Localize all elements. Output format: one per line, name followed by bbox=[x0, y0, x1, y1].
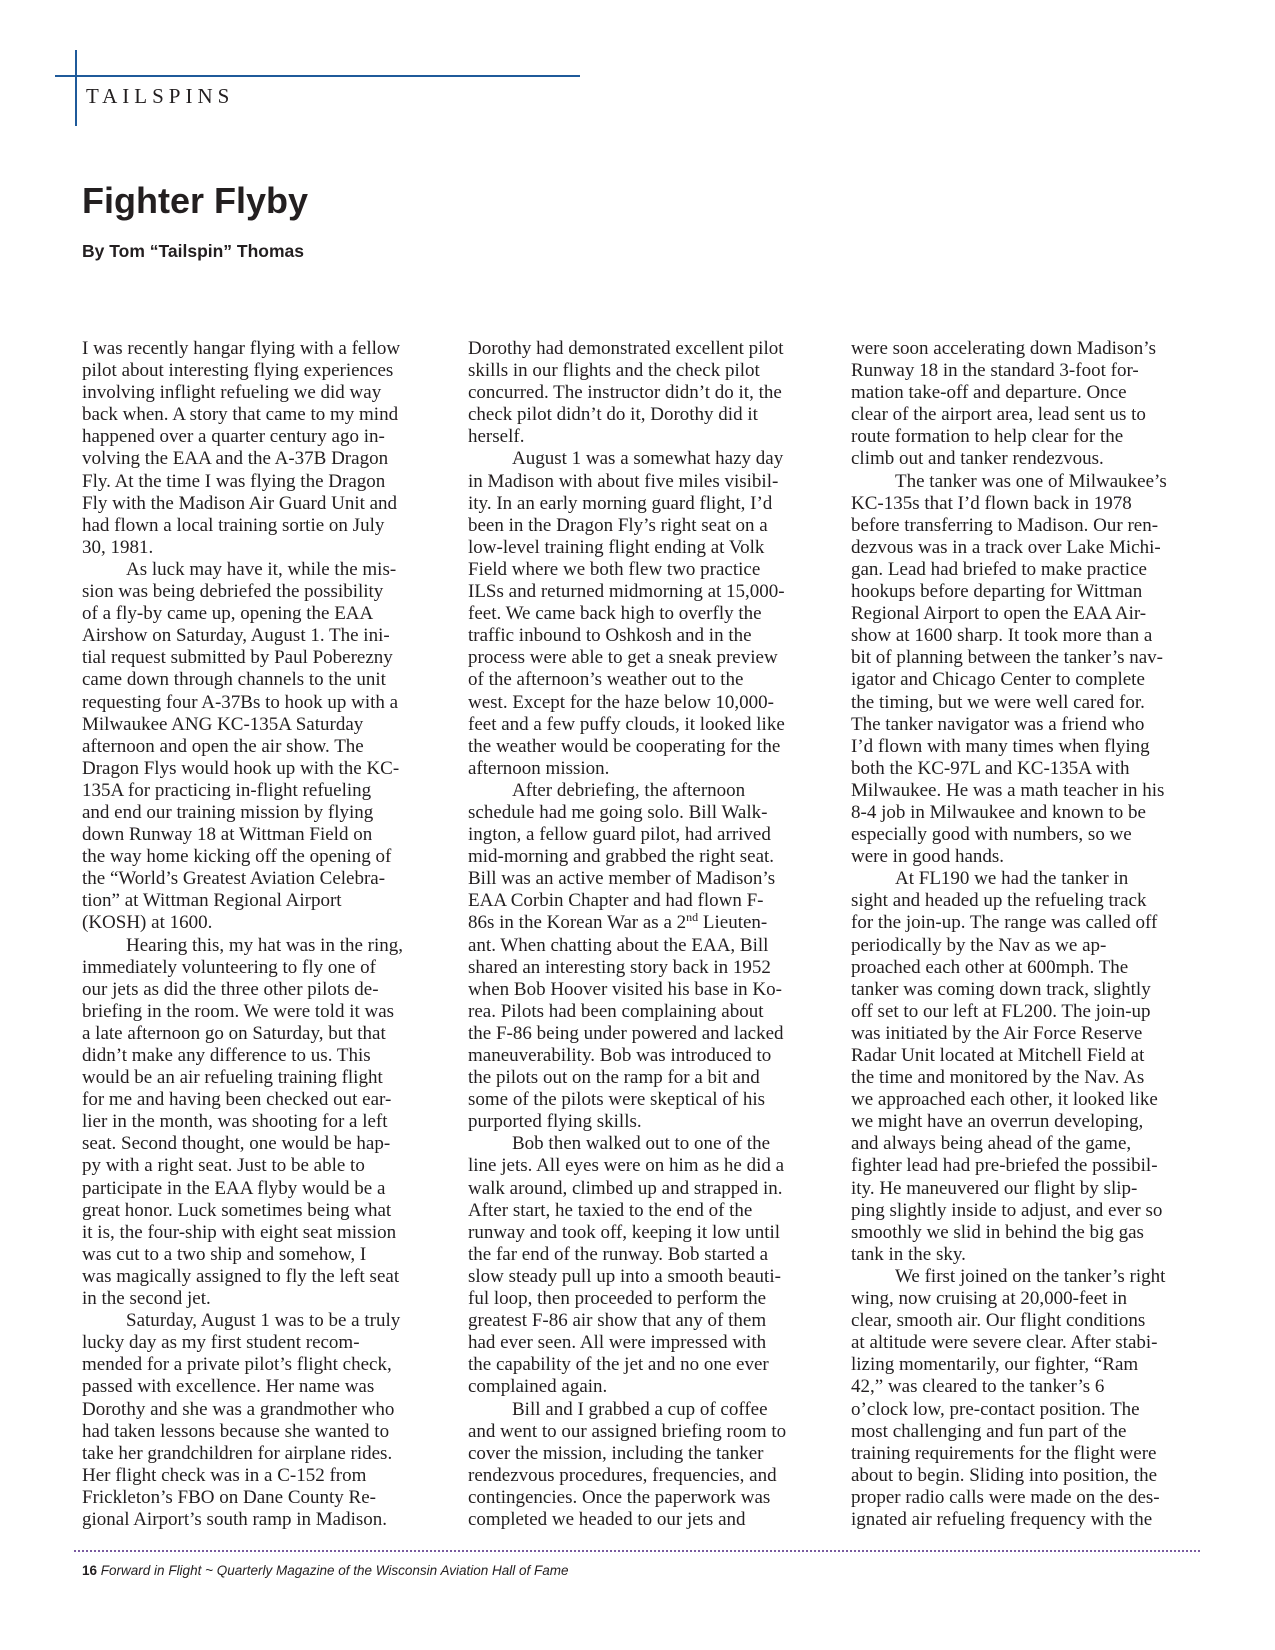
text-line: ignated air refueling frequency with the bbox=[851, 1508, 1153, 1530]
text-line: a late afternoon go on Saturday, but that bbox=[82, 1022, 386, 1044]
text-line: rendezvous procedures, frequencies, and bbox=[468, 1464, 777, 1486]
text-line: involving inflight refueling we did way bbox=[82, 382, 382, 404]
article-byline: By Tom “Tailspin” Thomas bbox=[82, 241, 305, 261]
text-line: climb out and tanker rendezvous. bbox=[851, 448, 1104, 470]
text-line: passed with excellence. Her name was bbox=[82, 1376, 375, 1398]
text-line: August 1 was a somewhat hazy day bbox=[512, 448, 784, 470]
text-line: about to begin. Sliding into position, the bbox=[851, 1464, 1158, 1486]
text-line: greatest F-86 air show that any of them bbox=[468, 1310, 767, 1332]
text-line: As luck may have it, while the mis- bbox=[126, 558, 397, 580]
text-line: shared an interesting story back in 1952 bbox=[468, 956, 771, 978]
publication-name: Forward in Flight ~ Quarterly Magazine of the Wisconsin Aviation Hall of Fame bbox=[100, 1563, 569, 1578]
text-line: smoothly we slid in behind the big gas bbox=[851, 1221, 1144, 1243]
text-line: complained again. bbox=[468, 1376, 608, 1398]
text-line: been in the Dragon Fly’s right seat on a bbox=[468, 514, 768, 536]
text-line: herself. bbox=[468, 426, 525, 448]
text-line: lizing momentarily, our fighter, “Ram bbox=[851, 1354, 1139, 1376]
article-column-3 bbox=[851, 338, 1221, 1531]
text-line: take her grandchildren for airplane rides. bbox=[82, 1442, 393, 1464]
text-line: KC-135s that I’d flown back in 1978 bbox=[851, 492, 1132, 514]
text-line: seat. Second thought, one would be hap- bbox=[82, 1133, 391, 1155]
text-line: skills in our flights and the check pilot bbox=[468, 360, 760, 382]
text-line: low-level training flight ending at Volk bbox=[468, 536, 765, 558]
text-line: proached each other at 600mph. The bbox=[851, 956, 1129, 978]
text-line: Her flight check was in a C-152 from bbox=[82, 1464, 367, 1486]
text-line: 30, 1981. bbox=[82, 536, 154, 558]
paragraph bbox=[82, 559, 452, 935]
text-line: participate in the EAA flyby would be a bbox=[82, 1177, 386, 1199]
text-line: the timing, but we were well cared for. bbox=[851, 691, 1145, 713]
text-line: down Runway 18 at Wittman Field on bbox=[82, 824, 373, 846]
text-line: briefing in the room. We were told it was bbox=[82, 1000, 395, 1022]
text-line: show at 1600 sharp. It took more than a bbox=[851, 625, 1153, 647]
text-line: we might have an overrun developing, bbox=[851, 1111, 1144, 1133]
text-line: py with a right seat. Just to be able to bbox=[82, 1155, 365, 1177]
text-line: clear, smooth air. Our flight conditions bbox=[851, 1310, 1146, 1332]
text-line: didn’t make any difference to us. This bbox=[82, 1045, 371, 1066]
text-line: and went to our assigned briefing room to bbox=[468, 1420, 787, 1442]
text-line: it is, the four-ship with eight seat mission bbox=[82, 1221, 397, 1243]
text-line: runway and took off, keeping it low until bbox=[468, 1221, 781, 1243]
text-line: 135A for practicing in-flight refueling bbox=[82, 779, 372, 801]
text-line: hookups before departing for Wittman bbox=[851, 581, 1143, 603]
text-line: was magically assigned to fly the left seat bbox=[82, 1265, 400, 1287]
text-line: lucky day as my first student recom- bbox=[82, 1332, 360, 1354]
text-line: ity. He maneuvered our flight by slip- bbox=[851, 1177, 1138, 1199]
text-line: 42,” was cleared to the tanker’s 6 bbox=[851, 1376, 1105, 1398]
text-line: lier in the month, was shooting for a left bbox=[82, 1111, 388, 1133]
paragraph bbox=[851, 471, 1221, 869]
text-line: fighter lead had pre-briefed the possibil- bbox=[851, 1155, 1158, 1177]
text-line: Regional Airport to open the EAA Air- bbox=[851, 603, 1147, 625]
text-line: pilot about interesting flying experiences bbox=[82, 360, 394, 382]
text-line: cover the mission, including the tanker bbox=[468, 1442, 764, 1464]
text-line: had ever seen. All were impressed with bbox=[468, 1332, 767, 1354]
text-line: maneuverability. Bob was introduced to bbox=[468, 1045, 772, 1066]
text-line: bit of planning between the tanker’s nav- bbox=[851, 647, 1163, 669]
text-line: Runway 18 in the standard 3-foot for- bbox=[851, 360, 1139, 382]
text-line: mended for a private pilot’s flight check, bbox=[82, 1354, 392, 1376]
text-line: mid-morning and grabbed the right seat. bbox=[468, 846, 775, 868]
text-line: We first joined on the tanker’s right bbox=[895, 1265, 1166, 1287]
text-line: the far end of the runway. Bob started a bbox=[468, 1243, 769, 1265]
text-line: feet and a few puffy clouds, it looked like bbox=[468, 713, 785, 735]
text-line: 86s in the Korean War as a 2nd Lieuten- bbox=[468, 910, 768, 934]
text-line: igator and Chicago Center to complete bbox=[851, 669, 1145, 691]
text-line: traffic inbound to Oshkosh and in the bbox=[468, 625, 752, 647]
text-line: the capability of the jet and no one ever bbox=[468, 1354, 769, 1376]
text-line: rea. Pilots had been complaining about bbox=[468, 1000, 764, 1022]
text-line: tanker was coming down track, slightly bbox=[851, 978, 1151, 1000]
text-line: would be an air refueling training flight bbox=[82, 1067, 383, 1089]
text-line: walk around, climbed up and strapped in. bbox=[468, 1177, 783, 1199]
text-line: After start, he taxied to the end of the bbox=[468, 1199, 753, 1221]
paragraph bbox=[468, 338, 838, 448]
text-line: some of the pilots were skeptical of his bbox=[468, 1089, 766, 1111]
text-line: mation take-off and departure. Once bbox=[851, 382, 1127, 404]
text-line: west. Except for the haze below 10,000- bbox=[468, 691, 775, 713]
header-rule-vertical bbox=[75, 50, 77, 126]
text-line: Bill and I grabbed a cup of coffee bbox=[512, 1398, 768, 1420]
text-line: had taken lessons because she wanted to bbox=[82, 1420, 390, 1442]
text-line: came down through channels to the unit bbox=[82, 669, 386, 691]
text-line: was initiated by the Air Force Reserve bbox=[851, 1022, 1143, 1044]
section-label: TAILSPINS bbox=[86, 84, 235, 108]
text-line: and end our training mission by flying bbox=[82, 801, 374, 823]
page-number: 16 bbox=[82, 1563, 98, 1578]
paragraph bbox=[468, 780, 838, 1134]
text-line: for the join-up. The range was called off bbox=[851, 912, 1158, 934]
text-line: The tanker navigator was a friend who bbox=[851, 713, 1145, 735]
text-line: Radar Unit located at Mitchell Field at bbox=[851, 1045, 1145, 1066]
text-line: ity. In an early morning guard flight, I’d bbox=[468, 492, 773, 514]
text-line: of the afternoon’s weather out to the bbox=[468, 669, 744, 691]
text-line: Dorothy and she was a grandmother who bbox=[82, 1398, 395, 1420]
paragraph bbox=[82, 935, 452, 1311]
text-line: the weather would be cooperating for the bbox=[468, 735, 781, 757]
text-line: most challenging and fun part of the bbox=[851, 1420, 1127, 1442]
text-line: ping slightly inside to adjust, and ever so bbox=[851, 1199, 1163, 1221]
text-line: the pilots out on the ramp for a bit and bbox=[468, 1067, 760, 1089]
text-line: volving the EAA and the A-37B Dragon bbox=[82, 448, 389, 470]
text-line: After debriefing, the afternoon bbox=[512, 779, 746, 801]
header-rule-horizontal bbox=[55, 75, 580, 77]
text-line: tion” at Wittman Regional Airport bbox=[82, 890, 342, 912]
text-line: ILSs and returned midmorning at 15,000- bbox=[468, 581, 785, 603]
text-line: afternoon and open the air show. The bbox=[82, 735, 364, 757]
text-line: Hearing this, my hat was in the ring, bbox=[126, 934, 404, 956]
text-line: for me and having been checked out ear- bbox=[82, 1089, 392, 1111]
paragraph bbox=[851, 868, 1221, 1266]
text-line: ington, a fellow guard pilot, had arrived bbox=[468, 824, 771, 846]
text-line: in Madison with about five miles visibil- bbox=[468, 470, 779, 492]
text-line: of a fly-by came up, opening the EAA bbox=[82, 603, 374, 625]
text-line: we approached each other, it looked like bbox=[851, 1089, 1158, 1111]
text-line: sight and headed up the refueling track bbox=[851, 890, 1147, 912]
text-line: I was recently hangar flying with a fellow bbox=[82, 338, 401, 359]
page-footer bbox=[82, 1563, 569, 1578]
text-line: I’d flown with many times when flying bbox=[851, 735, 1150, 757]
paragraph bbox=[468, 1133, 838, 1398]
text-line: Fly with the Madison Air Guard Unit and bbox=[82, 492, 398, 514]
text-line: 8-4 job in Milwaukee and known to be bbox=[851, 801, 1146, 823]
text-line: check pilot didn’t do it, Dorothy did it bbox=[468, 404, 758, 426]
text-line: ant. When chatting about the EAA, Bill bbox=[468, 934, 769, 956]
text-line: afternoon mission. bbox=[468, 757, 610, 779]
text-line: great honor. Luck sometimes being what bbox=[82, 1199, 392, 1221]
text-line: had flown a local training sortie on July bbox=[82, 514, 385, 536]
paragraph bbox=[82, 338, 452, 559]
text-line: route formation to help clear for the bbox=[851, 426, 1124, 448]
paragraph bbox=[851, 1266, 1221, 1531]
text-line: when Bob Hoover visited his base in Ko- bbox=[468, 978, 782, 1000]
text-line: before transferring to Madison. Our ren- bbox=[851, 514, 1159, 536]
text-line: ful loop, then proceeded to perform the bbox=[468, 1288, 767, 1310]
text-line: Milwaukee. He was a math teacher in his bbox=[851, 779, 1165, 801]
text-line: were in good hands. bbox=[851, 846, 1005, 868]
text-line: At FL190 we had the tanker in bbox=[895, 868, 1129, 890]
article-column-1 bbox=[82, 338, 452, 1531]
text-line: were soon accelerating down Madison’s bbox=[851, 338, 1156, 359]
text-line: dezvous was in a track over Lake Michi- bbox=[851, 536, 1161, 558]
text-line: concurred. The instructor didn’t do it, the bbox=[468, 382, 782, 404]
text-line: immediately volunteering to fly one of bbox=[82, 956, 376, 978]
text-line: Saturday, August 1 was to be a truly bbox=[126, 1310, 401, 1332]
text-line: (KOSH) at 1600. bbox=[82, 912, 213, 934]
text-line: especially good with numbers, so we bbox=[851, 824, 1132, 846]
text-line: The tanker was one of Milwaukee’s bbox=[895, 470, 1167, 492]
text-line: wing, now cruising at 20,000-feet in bbox=[851, 1288, 1127, 1310]
text-line: purported flying skills. bbox=[468, 1111, 642, 1133]
text-line: in the second jet. bbox=[82, 1288, 211, 1310]
text-line: proper radio calls were made on the des- bbox=[851, 1486, 1160, 1508]
text-line: the F-86 being under powered and lacked bbox=[468, 1022, 784, 1044]
text-line: process were able to get a sneak preview bbox=[468, 647, 778, 669]
text-line: Bob then walked out to one of the bbox=[512, 1133, 771, 1155]
text-line: gional Airport’s south ramp in Madison. bbox=[82, 1508, 388, 1530]
text-line: the time and monitored by the Nav. As bbox=[851, 1067, 1145, 1089]
article-title: Fighter Flyby bbox=[82, 180, 309, 221]
text-line: off set to our left at FL200. The join-up bbox=[851, 1000, 1151, 1022]
text-line: periodically by the Nav as we ap- bbox=[851, 934, 1107, 956]
paragraph bbox=[468, 448, 838, 779]
text-line: Field where we both flew two practice bbox=[468, 558, 761, 580]
text-line: completed we headed to our jets and bbox=[468, 1508, 746, 1530]
text-line: Milwaukee ANG KC-135A Saturday bbox=[82, 713, 364, 735]
text-line: Dragon Flys would hook up with the KC- bbox=[82, 757, 400, 779]
footer-divider bbox=[74, 1550, 1200, 1552]
paragraph bbox=[468, 1399, 838, 1532]
text-line: feet. We came back high to overfly the bbox=[468, 603, 762, 625]
text-line: tial request submitted by Paul Poberezny bbox=[82, 647, 393, 669]
text-line: Bill was an active member of Madison’s bbox=[468, 868, 776, 890]
paragraph bbox=[851, 338, 1221, 471]
text-line: the “World’s Greatest Aviation Celebra- bbox=[82, 868, 386, 890]
text-line: sion was being debriefed the possibility bbox=[82, 581, 384, 603]
text-line: line jets. All eyes were on him as he did a bbox=[468, 1155, 785, 1177]
text-line: Dorothy had demonstrated excellent pilot bbox=[468, 338, 784, 359]
text-line: contingencies. Once the paperwork was bbox=[468, 1486, 771, 1508]
text-line: and always being ahead of the game, bbox=[851, 1133, 1132, 1155]
text-line: schedule had me going solo. Bill Walk- bbox=[468, 801, 768, 823]
paragraph bbox=[82, 1310, 452, 1531]
text-line: requesting four A-37Bs to hook up with a bbox=[82, 691, 399, 713]
text-line: Frickleton’s FBO on Dane County Re- bbox=[82, 1486, 376, 1508]
text-line: o’clock low, pre-contact position. The bbox=[851, 1398, 1140, 1420]
text-line: gan. Lead had briefed to make practice bbox=[851, 558, 1147, 580]
article-column-2 bbox=[468, 338, 838, 1531]
text-line: our jets as did the three other pilots de- bbox=[82, 978, 379, 1000]
text-line: Fly. At the time I was flying the Dragon bbox=[82, 470, 386, 492]
text-line: clear of the airport area, lead sent us to bbox=[851, 404, 1146, 426]
text-line: training requirements for the flight were bbox=[851, 1442, 1157, 1464]
text-line: both the KC-97L and KC-135A with bbox=[851, 757, 1130, 779]
text-line: slow steady pull up into a smooth beauti- bbox=[468, 1265, 781, 1287]
text-line: was cut to a two ship and somehow, I bbox=[82, 1243, 367, 1265]
text-line: at altitude were severe clear. After stabi- bbox=[851, 1332, 1158, 1354]
text-line: EAA Corbin Chapter and had flown F- bbox=[468, 890, 764, 912]
text-line: back when. A story that came to my mind bbox=[82, 404, 399, 426]
text-line: Airshow on Saturday, August 1. The ini- bbox=[82, 625, 390, 647]
text-line: the way home kicking off the opening of bbox=[82, 846, 392, 868]
text-line: happened over a quarter century ago in- bbox=[82, 426, 385, 448]
text-line: tank in the sky. bbox=[851, 1243, 966, 1265]
